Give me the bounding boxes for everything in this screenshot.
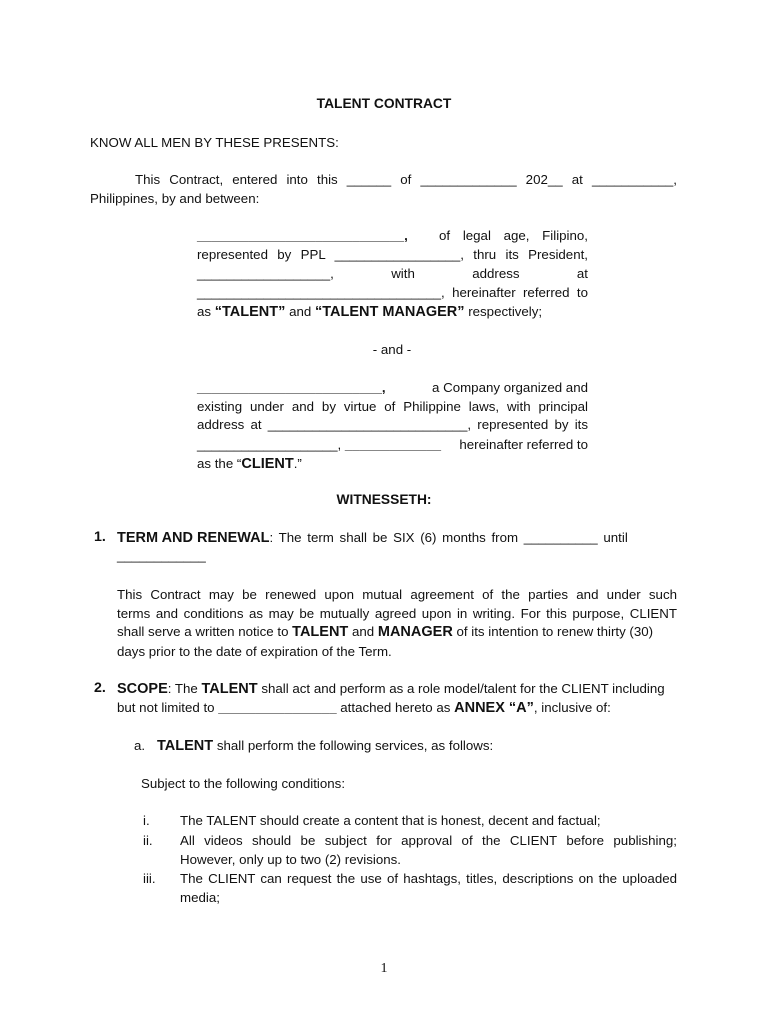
client-term: CLIENT (241, 456, 294, 472)
section1-line-2: ____________ (117, 548, 206, 563)
talent-manager-term: “TALENT MANAGER” (314, 304, 465, 320)
party1-line-3: __________________, with address at (197, 266, 588, 281)
party2-line-3: address at ___________________________, represented by its (197, 417, 588, 432)
party2-line-4: ___________________, _____________ hereinafter referred to (197, 437, 588, 452)
section1-para-3: shall serve a written notice to TALENT and MANAGER of its intention to renew thirty (30) (117, 624, 654, 640)
section1-number: 1. (94, 529, 106, 545)
party1-name-blank: ____________________________, (197, 228, 408, 243)
party1-line-2: represented by PPL _________________, thru its President, (197, 247, 588, 262)
party2-rep-blank: _____________ (344, 437, 442, 452)
party2-line-5: as the “CLIENT.” (197, 456, 302, 472)
section2-line-1: SCOPE: The TALENT shall act and perform as a role model/talent for the CLIENT including (117, 681, 665, 697)
condition-item: The TALENT should create a content that is honest, decent and factual; (180, 813, 601, 828)
separator: - and - (372, 342, 412, 357)
annex-a-term: ANNEX “A” (454, 700, 534, 716)
talent-term: “TALENT” (214, 304, 286, 320)
subitem-a-text: TALENT shall perform the following services, as follows: (157, 738, 494, 754)
section1-para-1: This Contract may be renewed upon mutual agreement of the parties and under such (117, 587, 677, 602)
witnesseth-heading: WITNESSETH: (336, 492, 432, 507)
section2-heading: SCOPE (117, 681, 168, 697)
condition-number: i. (143, 813, 150, 828)
party2-company-text: a Company organized and (432, 380, 588, 395)
party1-line-5: as “TALENT” and “TALENT MANAGER” respectively; (197, 304, 543, 320)
intro-line: KNOW ALL MEN BY THESE PRESENTS: (90, 135, 339, 150)
party2-line-2: existing under and by virtue of Philippine laws, with principal (197, 399, 588, 414)
condition-item-cont: media; (180, 890, 220, 905)
page-title: TALENT CONTRACT (316, 96, 452, 111)
opening-line-1: This Contract, entered into this ______ of _____________ 202__ at ___________, (135, 172, 677, 187)
section1-heading: TERM AND RENEWAL (117, 530, 270, 546)
party1-line-4: _________________________________, hereinafter referred to (197, 285, 588, 300)
party1-line-1 (197, 226, 588, 245)
section2-line-2: but not limited to ________________ attached hereto as ANNEX “A”, inclusive of: (117, 700, 611, 716)
party2-company-blank: _________________________, (197, 380, 386, 395)
page-number: 1 (380, 961, 388, 976)
party1-legal-age: of legal age, Filipino, (439, 228, 588, 243)
condition-item: All videos should be subject for approval of the CLIENT before publishing; (180, 833, 677, 848)
condition-number: iii. (143, 871, 156, 886)
subitem-a-label: a. (134, 738, 146, 753)
condition-item: The CLIENT can request the use of hashtags, titles, descriptions on the uploaded (180, 871, 677, 886)
opening-line-2: Philippines, by and between: (90, 191, 260, 206)
condition-number: ii. (143, 833, 153, 848)
section1-line-1: TERM AND RENEWAL: The term shall be SIX (6) months from __________ until (117, 530, 628, 546)
section1-para-2: terms and conditions as may be mutually agreed upon in writing. For this purpose, CLIENT (117, 606, 677, 621)
party2-line-1 (197, 378, 588, 397)
condition-item-cont: However, only up to two (2) revisions. (180, 852, 401, 867)
conditions-intro: Subject to the following conditions: (141, 776, 346, 791)
section2-number: 2. (94, 680, 106, 696)
section1-para-4: days prior to the date of expiration of the Term. (117, 644, 392, 659)
